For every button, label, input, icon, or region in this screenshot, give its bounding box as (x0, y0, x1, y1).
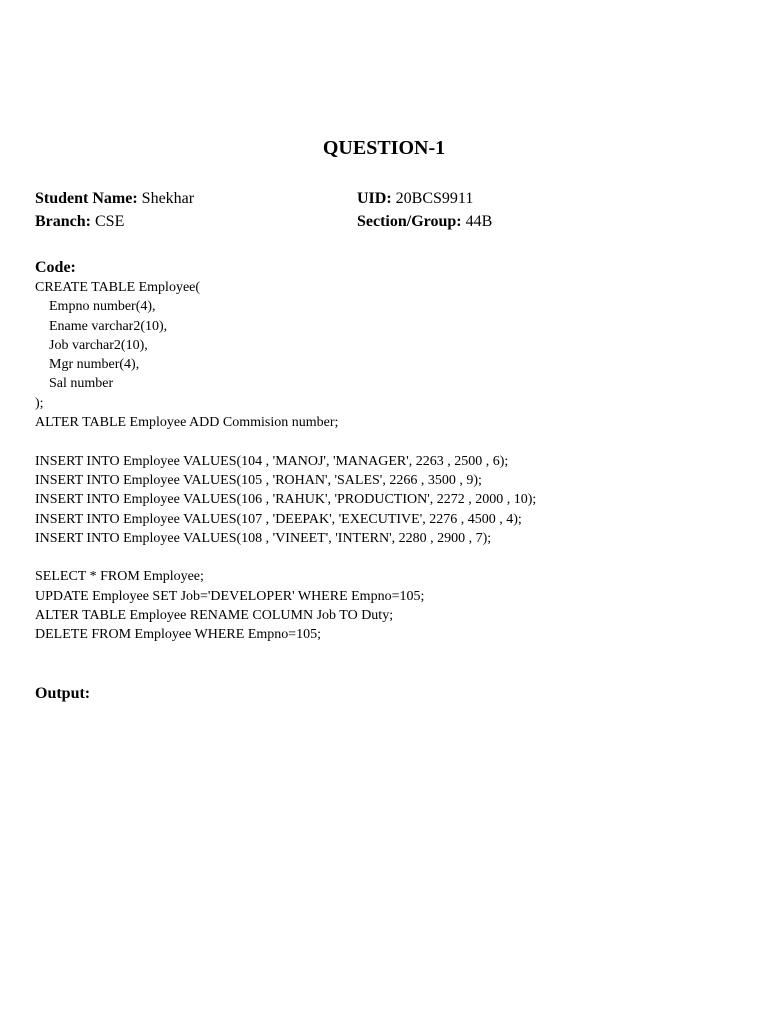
uid-label: UID: (357, 190, 392, 207)
branch-field (35, 212, 124, 232)
student-name-field (35, 189, 194, 209)
branch-value: CSE (95, 213, 125, 230)
code-block (35, 278, 735, 645)
code-line: ALTER TABLE Employee RENAME COLUMN Job TO Duty; (35, 608, 394, 624)
code-line: INSERT INTO Employee VALUES(107 , 'DEEPAK', 'EXECUTIVE', 2276 , 4500 , 4); (35, 511, 522, 527)
code-line: INSERT INTO Employee VALUES(105 , 'ROHAN', 'SALES', 2266 , 3500 , 9); (35, 472, 482, 488)
code-line: Sal number (35, 376, 114, 392)
page-title: QUESTION-1 (322, 137, 446, 159)
code-line: DELETE FROM Employee WHERE Empno=105; (35, 627, 322, 643)
section-label: Section/Group: (357, 213, 462, 230)
code-line: UPDATE Employee SET Job='DEVELOPER' WHERE Empno=105; (35, 588, 425, 604)
student-name-value: Shekhar (141, 190, 195, 207)
info-row-name-uid (35, 189, 735, 209)
code-line: ); (35, 395, 44, 411)
code-line: Ename varchar2(10), (35, 318, 168, 334)
code-line: INSERT INTO Employee VALUES(104 , 'MANOJ', 'MANAGER', 2263 , 2500 , 6); (35, 453, 509, 469)
section-field (357, 212, 492, 232)
code-line: INSERT INTO Employee VALUES(108 , 'VINEET', 'INTERN', 2280 , 2900 , 7); (35, 530, 492, 546)
code-line: ALTER TABLE Employee ADD Commision number; (35, 415, 339, 431)
branch-label: Branch: (35, 213, 91, 230)
code-line: SELECT * FROM Employee; (35, 569, 204, 585)
code-line (35, 432, 735, 451)
code-line: Empno number(4), (35, 299, 156, 315)
uid-value: 20BCS9911 (395, 190, 474, 207)
code-line (35, 548, 735, 567)
code-line: Job varchar2(10), (35, 337, 148, 353)
output-heading: Output: (35, 685, 91, 702)
uid-field (357, 189, 473, 209)
info-row-branch-section (35, 212, 735, 232)
code-line: INSERT INTO Employee VALUES(106 , 'RAHUK', 'PRODUCTION', 2272 , 2000 , 10); (35, 492, 537, 508)
code-line: CREATE TABLE Employee( (35, 280, 201, 295)
section-value: 44B (465, 213, 493, 230)
student-name-label: Student Name: (35, 190, 138, 207)
code-line: Mgr number(4), (35, 357, 140, 373)
code-heading: Code: (35, 259, 76, 276)
